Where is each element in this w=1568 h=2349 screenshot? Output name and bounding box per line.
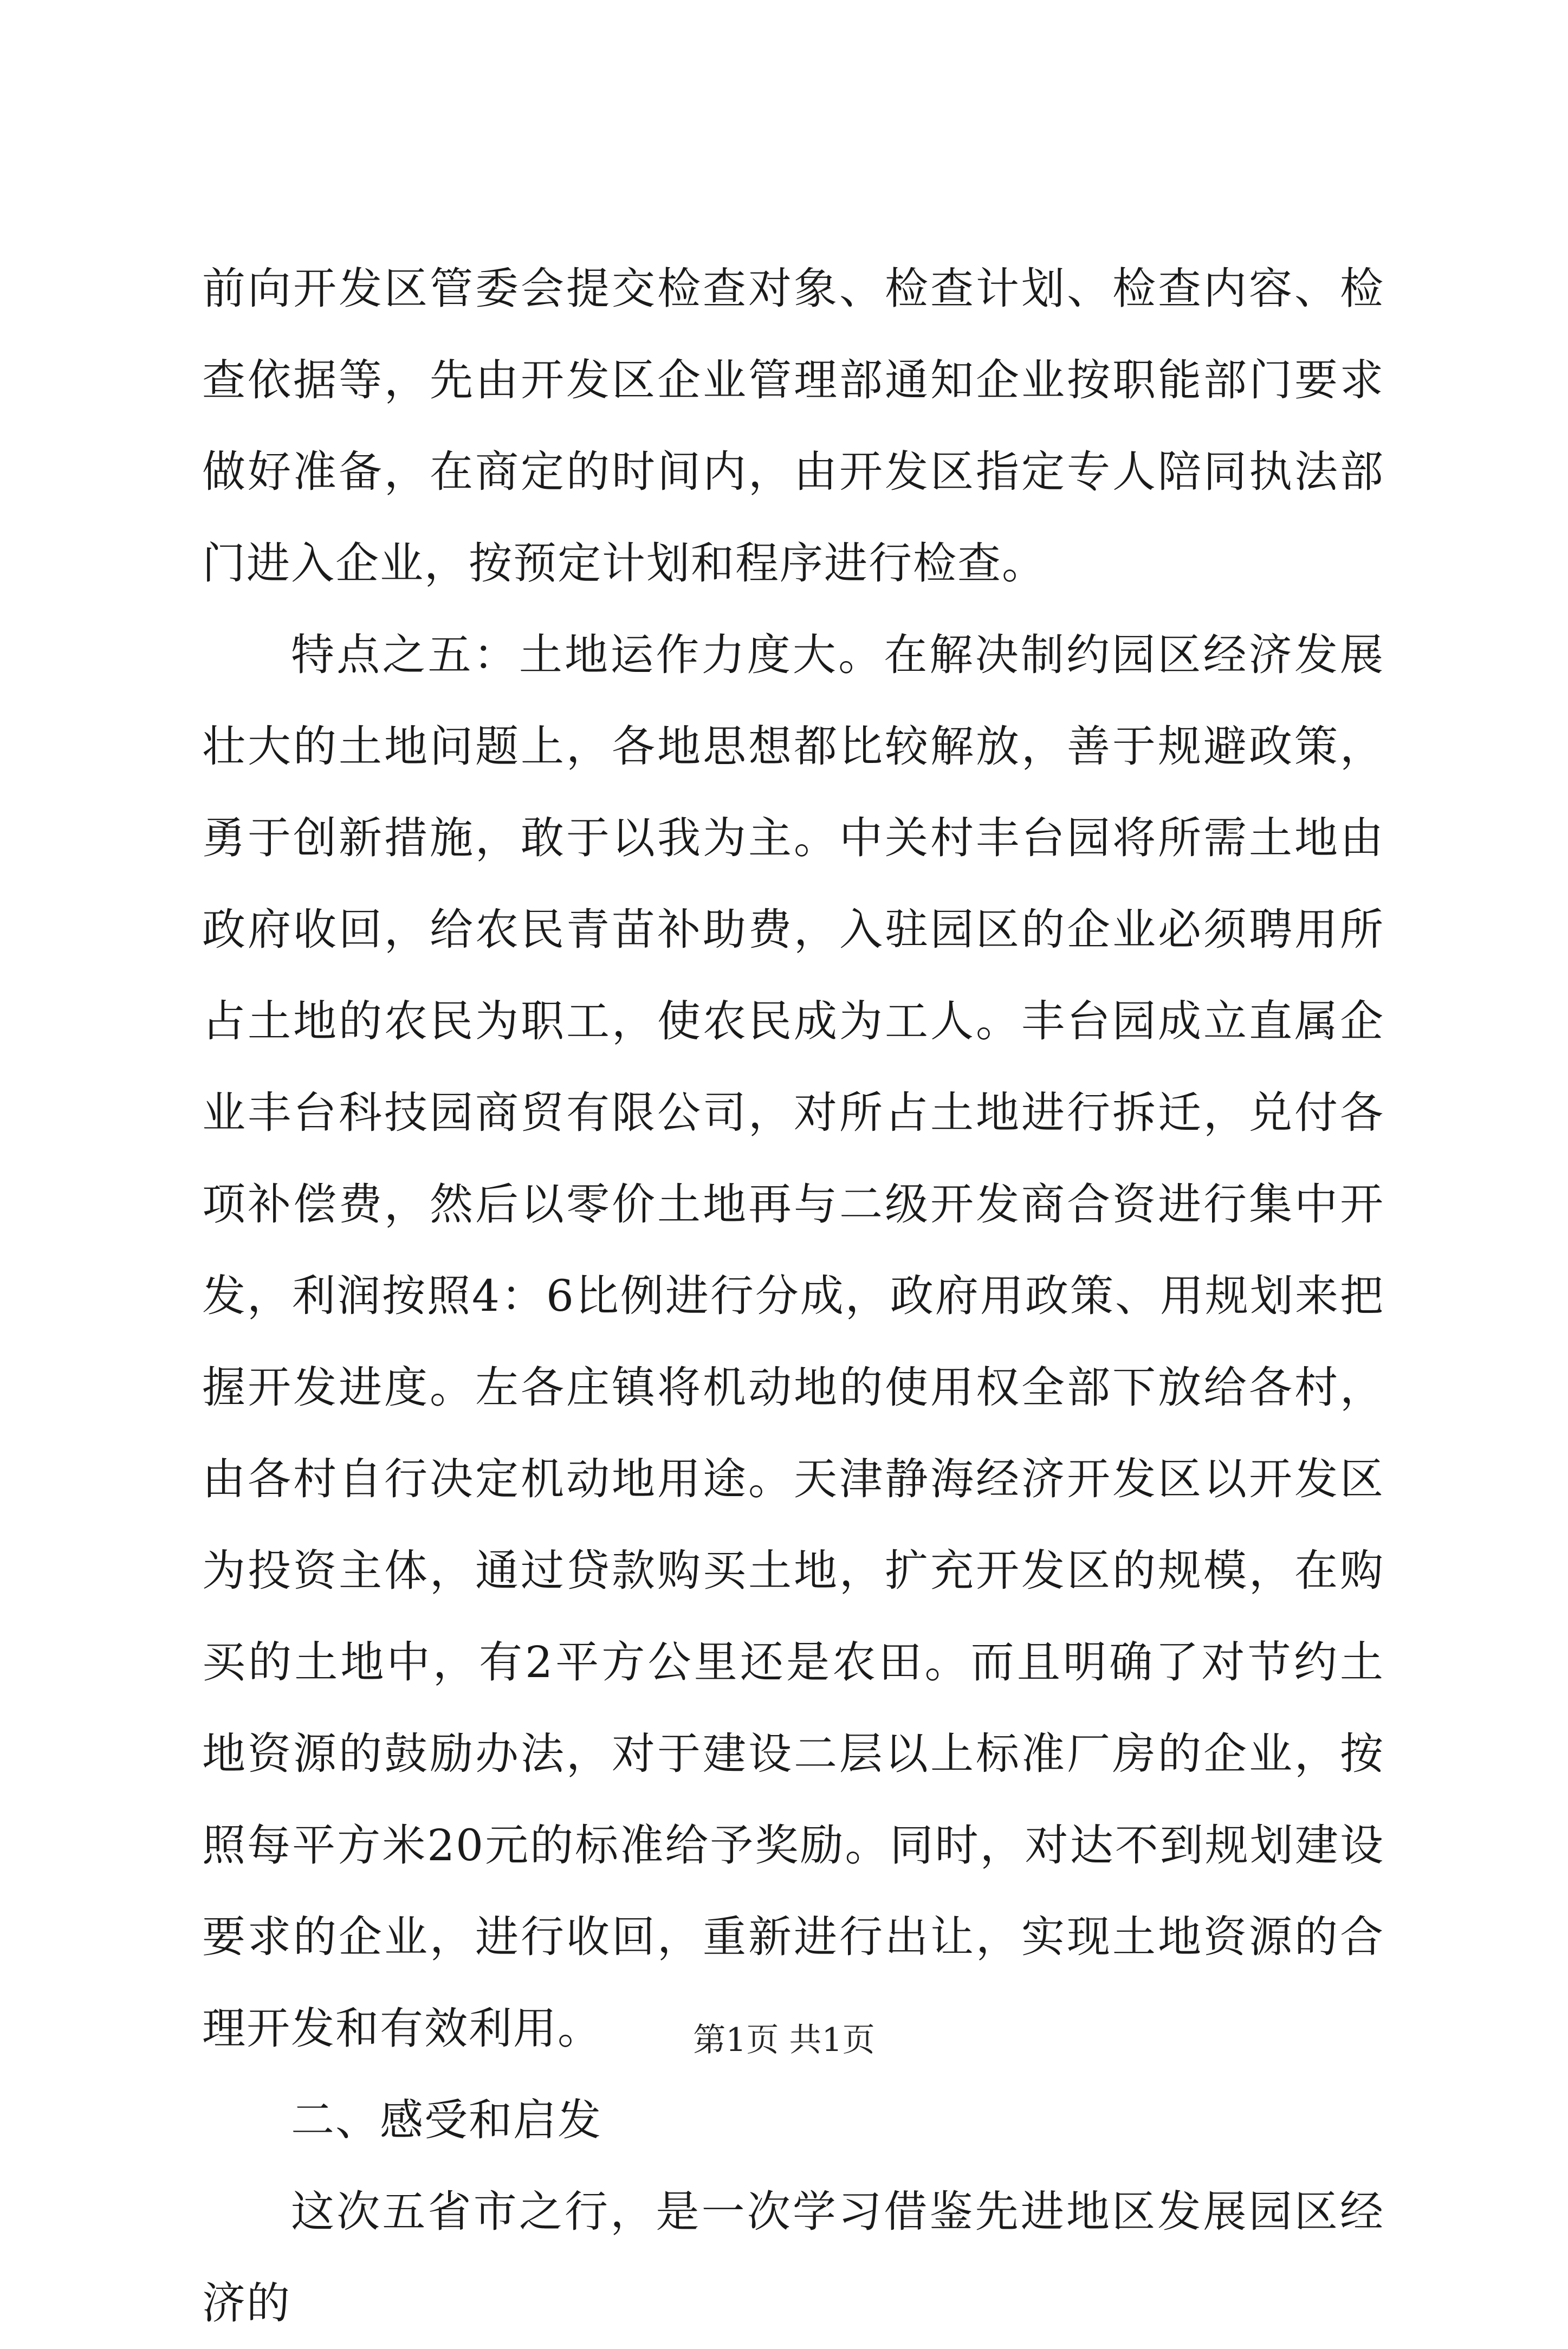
- page-footer: 第1页 共1页: [693, 2021, 875, 2059]
- section-heading-impressions: 二、感受和启发: [291, 2095, 602, 2145]
- paragraph-land-operation: 特点之五：土地运作力度大。在解决制约园区经济发展壮大的土地问题上，各地思想都比较解放，善于规避政策，勇于创新措施，敢于以我为主。中关村丰台园将所需土地由政府收回，给农民青苗补助费，入驻园区的企业必须聘用所占土地的农民为职工，使农民成为工人。丰台园成立直属企业丰台科技园商贸有限公司，对所占土地进行拆迁，兑付各项补偿费，然后以零价土地再与二级开发商合资进行集中开发，利润按照4：6比例进行分成，政府用政策、用规划来把握开发进度。左各庄镇将机动地的使用权全部下放给各村，由各村自行决定机动地用途。天津静海经济开发区以开发区为投资主体，通过贷款购买土地，扩充开发区的规模，在购买的土地中，有2平方公里还是农田。而且明确了对节约土地资源的鼓励办法，对于建设二层以上标准厂房的企业，按照每平方米20元的标准给予奖励。同时，对达不到规划建设要求的企业，进行收回，重新进行出让，实现土地资源的合理开发和有效利用。: [202, 630, 1384, 2054]
- paragraph-trip-summary: 这次五省市之行，是一次学习借鉴先进地区发展园区经济的: [202, 2186, 1384, 2328]
- paragraph-inspection-procedure: 前向开发区管委会提交检查对象、检查计划、检查内容、检查依据等，先由开发区企业管理部通知企业按职能部门要求做好准备，在商定的时间内，由开发区指定专人陪同执法部门进入企业，按预定计划和程序进行检查。: [202, 263, 1384, 588]
